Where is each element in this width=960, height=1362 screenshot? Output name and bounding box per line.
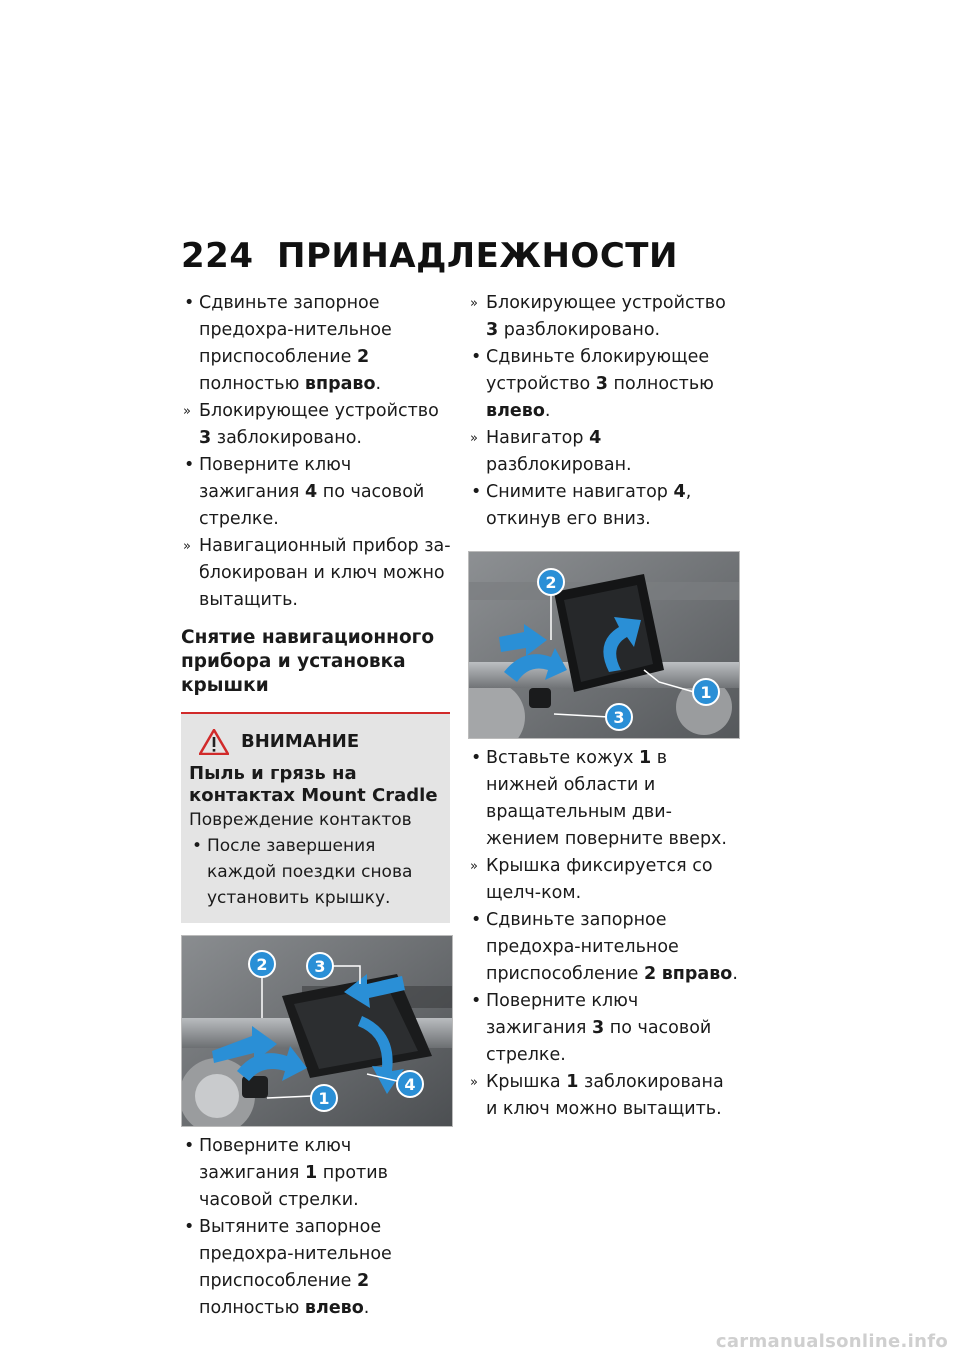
bullet-icon: • <box>192 836 203 856</box>
svg-text:4: 4 <box>404 1075 416 1094</box>
callout-1 <box>311 1085 337 1111</box>
photo-illustration <box>469 552 739 738</box>
svg-text:1: 1 <box>318 1089 330 1108</box>
instruction-step: • Вытяните запорное предохра-нительное приспособление 2 полностью влево. <box>181 1214 456 1322</box>
callout-3 <box>606 704 632 730</box>
bullet-icon: • <box>184 293 195 313</box>
direction-word: вправо <box>661 964 733 984</box>
result-step: » Блокирующее устройство 3 заблокировано. <box>181 398 456 452</box>
result-step: » Крышка 1 заблокирована и ключ можно вытащить. <box>468 1069 740 1123</box>
result-step: » Блокирующее устройство 3 разблокировано. <box>468 290 740 344</box>
figure-cover-install <box>468 551 740 739</box>
result-arrow-icon: » <box>470 431 478 446</box>
warning-box <box>181 712 450 923</box>
direction-word: вправо <box>304 374 376 394</box>
instruction-step: • Поверните ключ зажигания 1 против часовой стрелки. <box>181 1133 456 1214</box>
instruction-step: • Сдвиньте блокирующее устройство 3 полностью влево. <box>468 344 740 425</box>
left-column <box>181 290 456 1322</box>
ref-number: 3 <box>486 320 499 340</box>
svg-text:2: 2 <box>545 573 557 592</box>
watermark: carmanualsonline.info <box>715 1331 948 1352</box>
bullet-icon: • <box>471 347 482 367</box>
photo-illustration <box>182 936 452 1126</box>
warning-measure: • После завершения каждой поездки снова установить крышку. <box>189 833 442 911</box>
ref-number: 4 <box>673 482 686 502</box>
instruction-step: • Поверните ключ зажигания 3 по часовой стрелке. <box>468 988 740 1069</box>
result-arrow-icon: » <box>470 859 478 874</box>
ref-number: 3 <box>199 428 212 448</box>
bullet-icon: • <box>471 482 482 502</box>
result-arrow-icon: » <box>183 539 191 554</box>
warning-triangle-icon <box>199 729 229 755</box>
page-header <box>181 236 678 276</box>
result-step: » Навигационный прибор за-блокирован и ключ можно вытащить. <box>181 533 456 614</box>
page-number: 224 <box>181 236 254 276</box>
warning-consequence: Повреждение контактов <box>189 810 412 830</box>
instruction-step: • Сдвиньте запорное предохра-нительное приспособление 2 полностью вправо. <box>181 290 456 398</box>
direction-word: влево <box>486 401 545 421</box>
result-step: » Навигатор 4 разблокирован. <box>468 425 740 479</box>
ref-number: 3 <box>595 374 608 394</box>
section-heading: Снятие навигационного прибора и установка крышки <box>181 627 435 696</box>
callout-1 <box>693 679 719 705</box>
figure-navigator-removal <box>181 935 453 1127</box>
right-column <box>468 290 740 1123</box>
instruction-step: • Снимите навигатор 4, откинув его вниз. <box>468 479 740 533</box>
result-arrow-icon: » <box>183 404 191 419</box>
svg-text:1: 1 <box>700 683 712 702</box>
result-arrow-icon: » <box>470 1075 478 1090</box>
callout-4 <box>397 1071 423 1097</box>
instruction-step: • Поверните ключ зажигания 4 по часовой стрелке. <box>181 452 456 533</box>
svg-text:3: 3 <box>314 957 326 976</box>
ref-number: 1 <box>639 748 652 768</box>
instruction-step: • Сдвиньте запорное предохра-нительное приспособление 2 вправо. <box>468 907 740 988</box>
callout-2 <box>249 951 275 977</box>
svg-text:2: 2 <box>256 955 268 974</box>
instruction-step: • Вставьте кожух 1 в нижней области и вращательным дви-жением поверните вверх. <box>468 745 740 853</box>
bullet-icon: • <box>471 748 482 768</box>
bullet-icon: • <box>184 1217 195 1237</box>
ref-number: 4 <box>589 428 602 448</box>
bullet-icon: • <box>471 991 482 1011</box>
ref-number: 2 <box>356 1271 370 1291</box>
warning-title: ВНИМАНИЕ <box>189 728 442 755</box>
ref-number: 1 <box>566 1072 579 1092</box>
ref-number: 2 <box>643 964 657 984</box>
callout-3 <box>307 953 333 979</box>
ref-number: 4 <box>305 482 318 502</box>
page-title: ПРИНАДЛЕЖНОСТИ <box>277 236 678 276</box>
warning-heading: Пыль и грязь на контактах Mount Cradle <box>189 763 438 806</box>
result-arrow-icon: » <box>470 296 478 311</box>
callout-2 <box>538 569 564 595</box>
ref-number: 2 <box>356 347 370 367</box>
result-step: » Крышка фиксируется со щелч-ком. <box>468 853 740 907</box>
bullet-icon: • <box>184 1136 195 1156</box>
direction-word: влево <box>304 1298 364 1318</box>
ref-number: 3 <box>592 1018 605 1038</box>
bullet-icon: • <box>184 455 195 475</box>
svg-text:3: 3 <box>613 708 625 727</box>
ref-number: 1 <box>305 1163 318 1183</box>
bullet-icon: • <box>471 910 482 930</box>
